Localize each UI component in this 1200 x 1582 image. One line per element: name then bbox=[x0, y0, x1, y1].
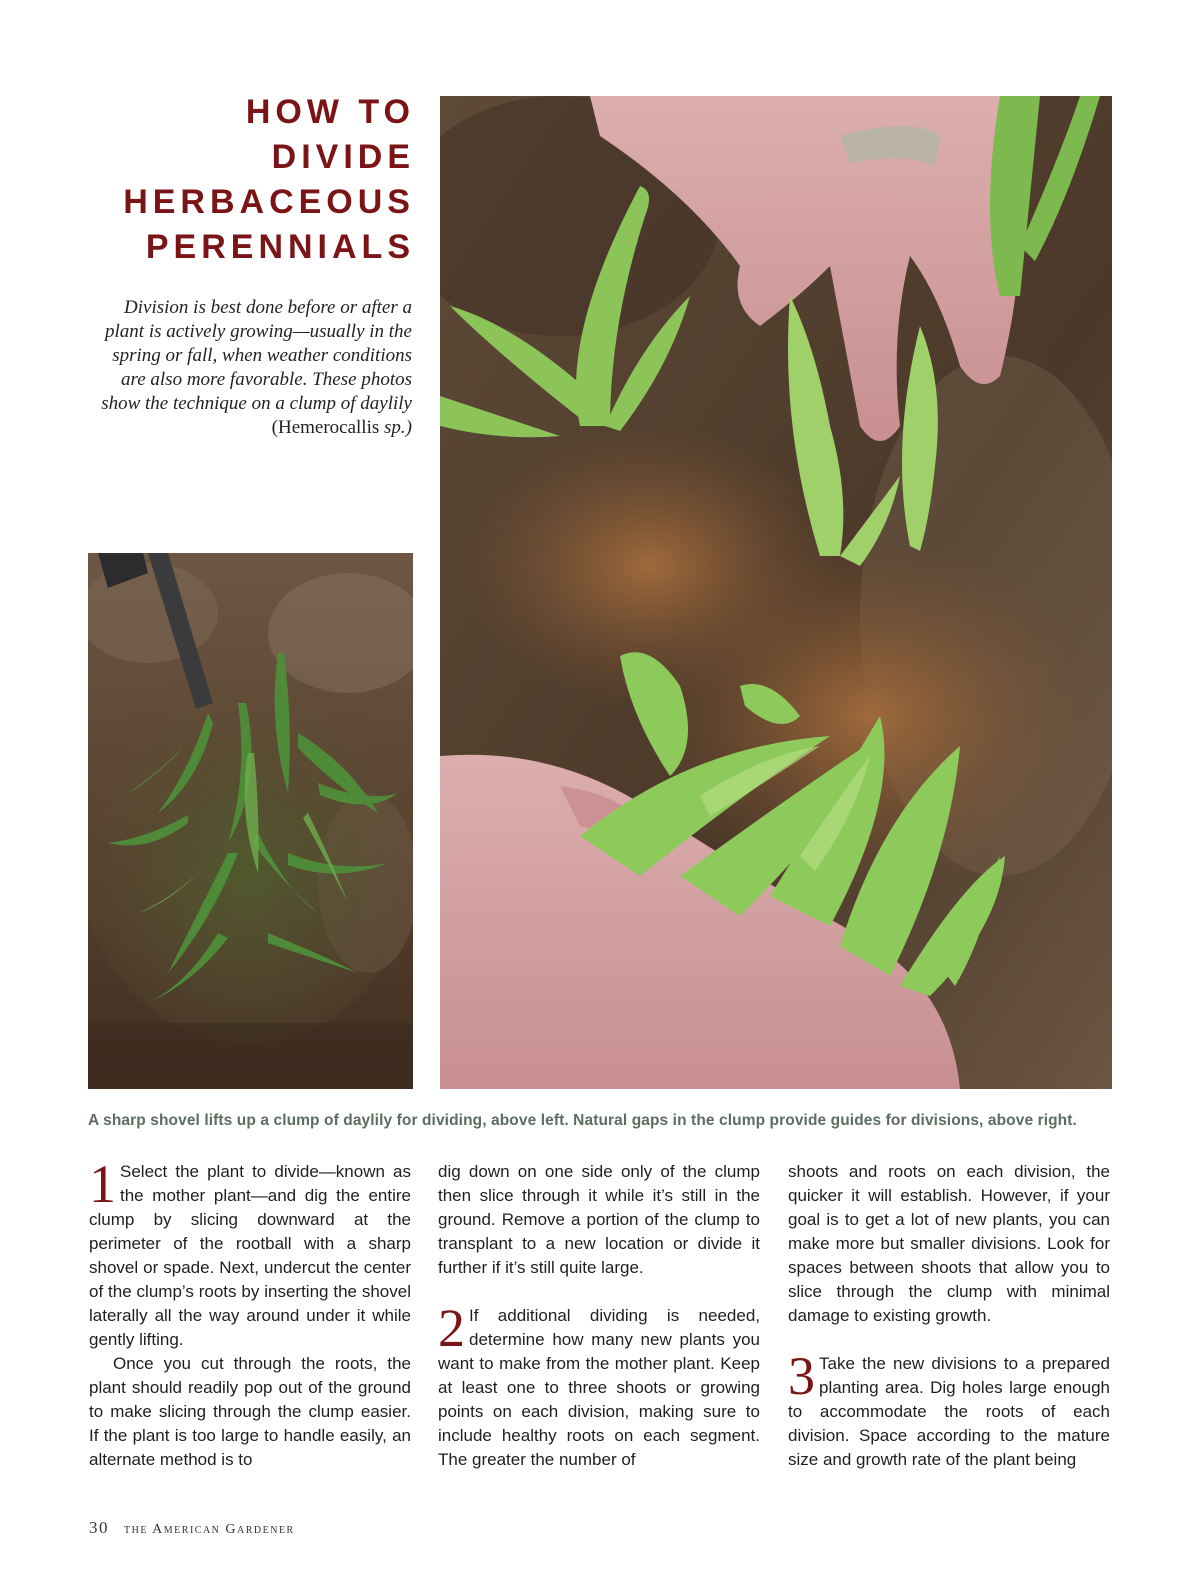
step-text: Take the new divisions to a prepared planting area. Dig holes large enough to accommodate the roots of each division. Space according to the mature size and growth rate of the plant being bbox=[788, 1354, 1110, 1469]
step-3 bbox=[788, 1346, 1110, 1472]
text-column-3 bbox=[788, 1160, 1110, 1472]
intro-genus: Hemerocallis bbox=[277, 417, 380, 438]
step-number: 1 bbox=[89, 1154, 116, 1214]
title-line: HOW TO DIVIDE bbox=[245, 93, 415, 176]
title-line: PERENNIALS bbox=[145, 228, 415, 266]
text-column-2 bbox=[438, 1160, 760, 1472]
intro-italic: Division is best done before or after a plant is actively growing—usually in the spring or fall, when weather conditions are also more favorable. These photos show the technique on a clump of daylily bbox=[101, 297, 412, 414]
step-text: Select the plant to divide—known as the mother plant—and dig the entire clump by slicing downward at the perimeter of the rootball with a sharp shovel or spade. Next, undercut the center of the clump’s roots by inserting the shovel laterally all the way around under it while gently lifting. bbox=[89, 1162, 411, 1349]
title-line: HERBACEOUS bbox=[123, 183, 415, 221]
page-number: 30 bbox=[89, 1518, 109, 1537]
photo-caption: A sharp shovel lifts up a clump of daylily for dividing, above left. Natural gaps in the clump provide guides for divisions, above right. bbox=[88, 1112, 1077, 1129]
step-2 bbox=[438, 1298, 760, 1472]
intro-text bbox=[90, 296, 412, 440]
photo-shovel-clump bbox=[88, 553, 413, 1089]
photo-shovel-clump-image bbox=[88, 553, 413, 1089]
paragraph: dig down on one side only of the clump then slice through it while it’s still in the ground. Remove a portion of the clump to transplant to a new location or divide it further if it’s still quite large. bbox=[438, 1162, 760, 1277]
step-text: If additional dividing is needed, determine how many new plants you want to make from the mother plant. Keep at least one to three shoots or growing points on each division, making sure to include healthy roots on each segment. The greater the number of bbox=[438, 1306, 760, 1469]
page-footer bbox=[89, 1518, 295, 1538]
intro-paren: ( bbox=[271, 417, 278, 438]
step-number: 2 bbox=[438, 1298, 465, 1358]
paragraph: shoots and roots on each division, the quicker it will establish. However, if your goal is to get a lot of new plants, you can make more but smaller divisions. Look for spaces between shoots that allow you to slice through the clump with minimal damage to existing growth. bbox=[788, 1162, 1110, 1325]
paragraph: Once you cut through the roots, the plant should readily pop out of the ground to make slicing through the clump easier. If the plant is too large to handle easily, an alternate method is to bbox=[89, 1354, 411, 1469]
magazine-name: the American Gardener bbox=[124, 1522, 295, 1537]
step-1 bbox=[89, 1154, 411, 1352]
photo-dividing-clump bbox=[440, 96, 1112, 1089]
intro-species: sp.) bbox=[379, 417, 412, 438]
step-number: 3 bbox=[788, 1346, 815, 1406]
text-column-1 bbox=[89, 1154, 411, 1472]
article-title bbox=[90, 90, 415, 270]
photo-dividing-clump-image bbox=[440, 96, 1112, 1089]
